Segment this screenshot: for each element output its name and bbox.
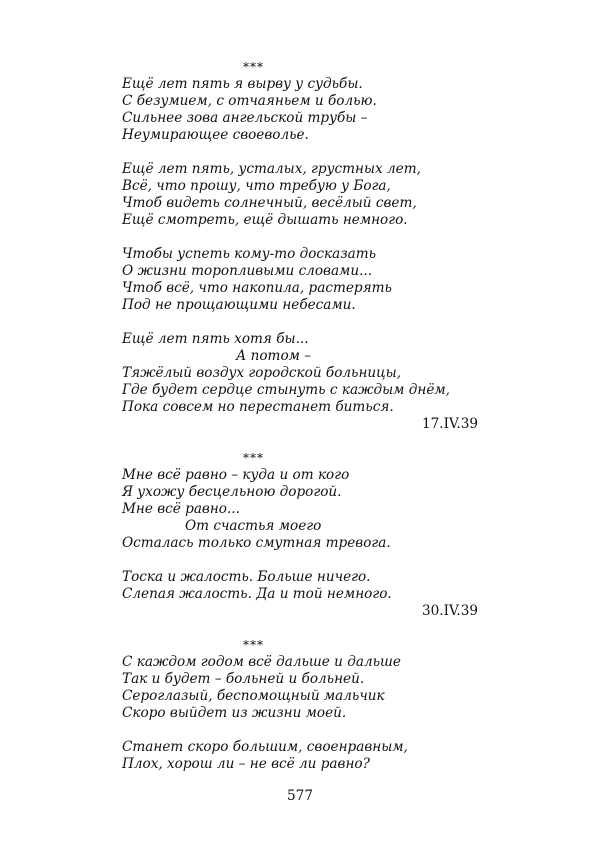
poem-line: Мне всё равно...: [122, 501, 240, 517]
poem-line: Сероглазый, беспомощный мальчик: [122, 688, 385, 704]
poem-line: Ещё лет пять я вырву у судьбы.: [122, 76, 363, 92]
poem-line: Ещё лет пять, усталых, грустных лет,: [122, 161, 421, 177]
poem-line: С безумием, с отчаяньем и болью.: [122, 93, 377, 109]
poem-line: О жизни торопливыми словами...: [122, 263, 373, 279]
poem-line: Чтоб всё, что накопила, растерять: [122, 280, 392, 296]
poem-date: 30.IV.39: [421, 603, 478, 619]
poem-line: Где будет сердце стынуть с каждым днём,: [122, 382, 450, 398]
poem-line: Пока совсем но перестанет биться.: [122, 399, 394, 415]
poem-date: 17.IV.39: [421, 416, 478, 432]
poem-line: Слепая жалость. Да и той немного.: [122, 586, 392, 602]
poem-line-indented: А потом –: [236, 348, 312, 364]
poem-line: Чтобы успеть кому-то досказать: [122, 246, 377, 262]
poem-line: Я ухожу бесцельною дорогой.: [122, 484, 342, 500]
section-separator: ***: [243, 638, 264, 652]
poem-line: Ещё лет пять хотя бы...: [122, 331, 309, 347]
poem-line: Так и будет – больней и больней.: [122, 671, 365, 687]
page-number: 577: [287, 788, 313, 804]
poem-line: Чтоб видеть солнечный, весёлый свет,: [122, 195, 417, 211]
section-separator: ***: [243, 60, 264, 74]
poem-line: С каждом годом всё дальше и дальше: [122, 654, 401, 670]
poem-line-indented: От счастья моего: [185, 518, 322, 534]
poem-line: Станет скоро большим, своенравным,: [122, 739, 408, 755]
poem-line: Ещё смотреть, ещё дышать немного.: [122, 212, 408, 228]
poem-line: Плох, хорош ли – не всё ли равно?: [122, 756, 370, 772]
poem-line: Всё, что прошу, что требую у Бога,: [122, 178, 391, 194]
poem-line: Мне всё равно – куда и от кого: [122, 467, 350, 483]
poem-line: Под не прощающими небесами.: [122, 297, 356, 313]
poem-line: Тяжёлый воздух городской больницы,: [122, 365, 402, 381]
poem-line: Осталась только смутная тревога.: [122, 535, 391, 551]
poem-line: Скоро выйдет из жизни моей.: [122, 705, 347, 721]
poem-line: Сильнее зова ангельской трубы –: [122, 110, 368, 126]
section-separator: ***: [243, 451, 264, 465]
poem-line: Тоска и жалость. Больше ничего.: [122, 569, 371, 585]
poem-line: Неумирающее своеволье.: [122, 127, 309, 143]
